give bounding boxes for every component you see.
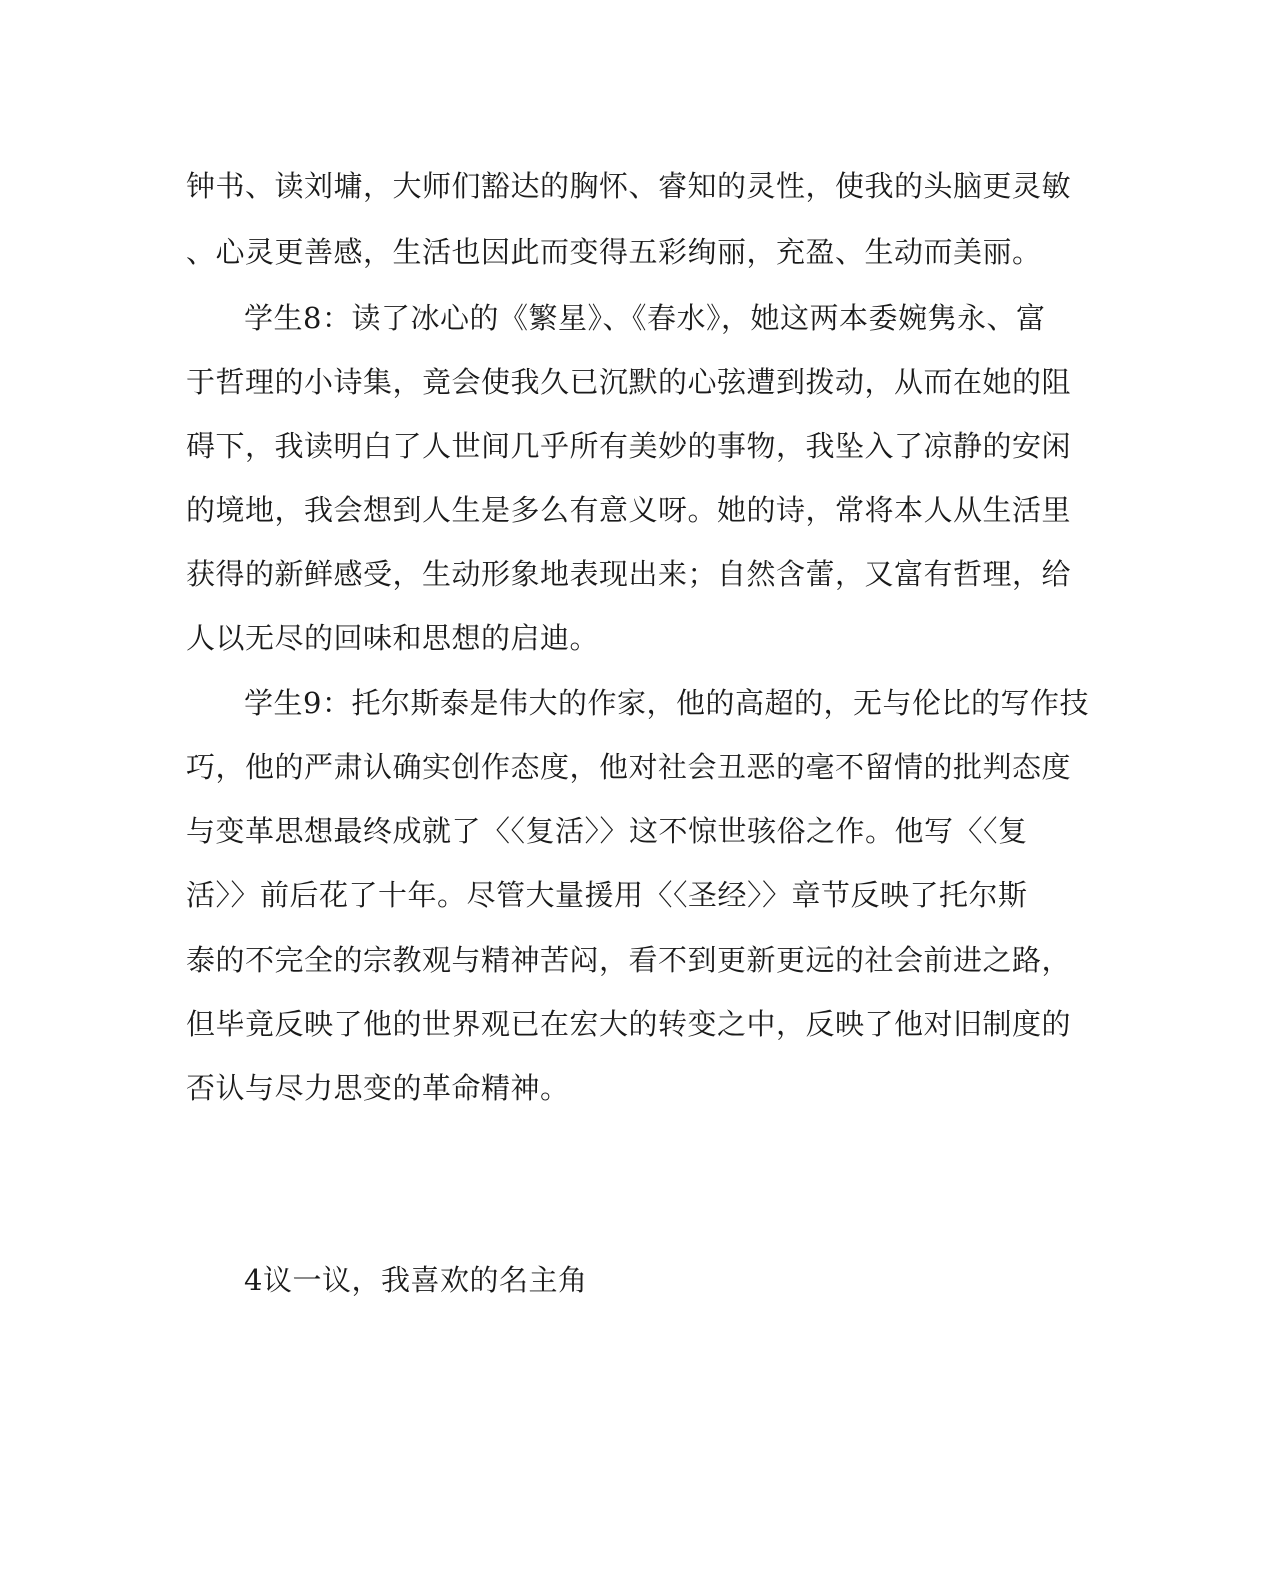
paragraph-line: 于哲理的小诗集，竟会使我久已沉默的心弦遭到拨动，从而在她的阻 xyxy=(186,365,1072,399)
paragraph-line: 否认与尽力思变的革命精神。 xyxy=(186,1071,570,1105)
paragraph-line: 学生8：读了冰心的《繁星》、《春水》，她这两本委婉隽永、富 xyxy=(244,301,1046,335)
paragraph-line: 获得的新鲜感受，生动形象地表现出来；自然含蕾，又富有哲理，给 xyxy=(186,557,1072,591)
paragraph-line: 的境地，我会想到人生是多么有意义呀。她的诗，常将本人从生活里 xyxy=(186,493,1072,527)
paragraph-line: 但毕竟反映了他的世界观已在宏大的转变之中，反映了他对旧制度的 xyxy=(186,1007,1072,1041)
paragraph-line: 人以无尽的回味和思想的启迪。 xyxy=(186,621,600,655)
paragraph-line: 巧，他的严肃认确实创作态度，他对社会丑恶的毫不留情的批判态度 xyxy=(186,750,1072,784)
paragraph-line: 、心灵更善感，生活也因此而变得五彩绚丽，充盈、生动而美丽。 xyxy=(186,235,1042,269)
paragraph-line: 学生9：托尔斯泰是伟大的作家，他的高超的，无与伦比的写作技 xyxy=(244,686,1089,720)
paragraph-line: 与变革思想最终成就了〈〈复活〉〉这不惊世骇俗之作。他写〈〈复 xyxy=(186,814,1028,848)
paragraph-line: 碍下，我读明白了人世间几乎所有美妙的事物，我坠入了凉静的安闲 xyxy=(186,429,1072,463)
section-heading: 4议一议，我喜欢的名主角 xyxy=(244,1263,588,1297)
paragraph-line: 泰的不完全的宗教观与精神苦闷，看不到更新更远的社会前进之路， xyxy=(186,943,1072,977)
paragraph-line: 活〉〉前后花了十年。尽管大量援用〈〈圣经〉〉章节反映了托尔斯 xyxy=(186,878,1028,912)
paragraph-line: 钟书、读刘墉，大师们豁达的胸怀、睿知的灵性，使我的头脑更灵敏 xyxy=(186,169,1072,203)
